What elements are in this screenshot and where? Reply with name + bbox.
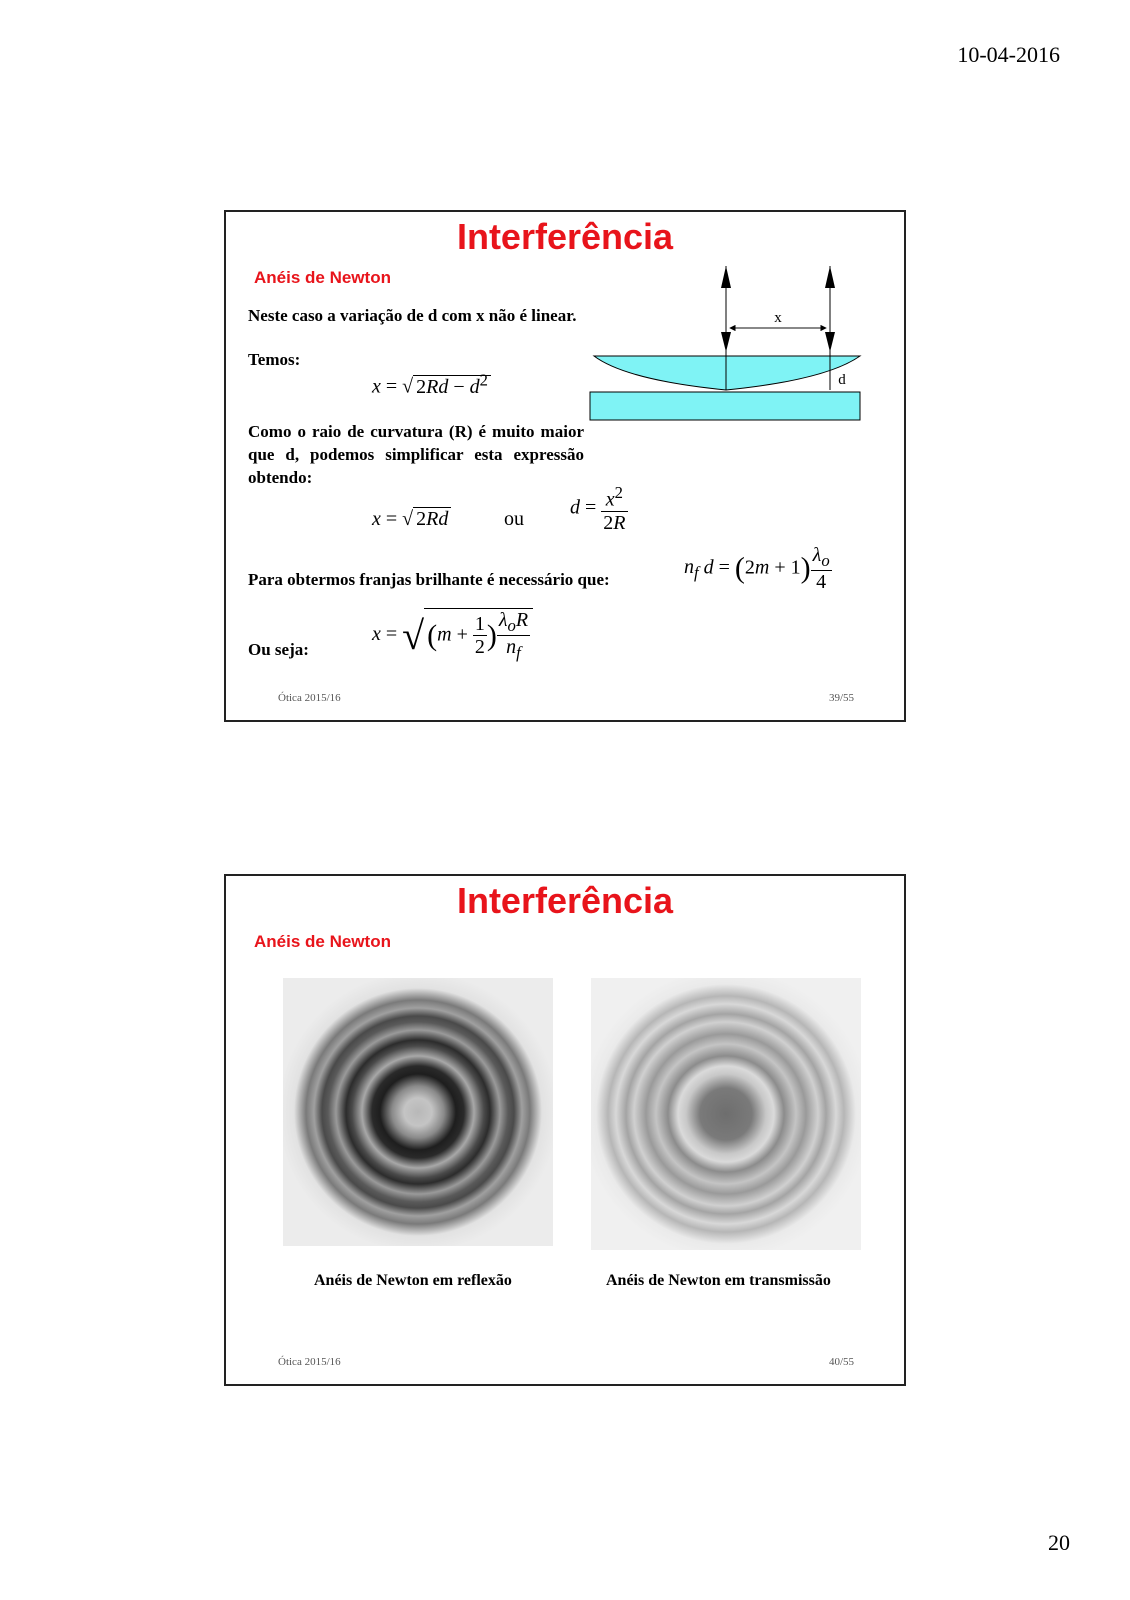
- lens: [594, 356, 860, 390]
- equation-x-approx: x = √ 2Rd: [372, 508, 451, 531]
- x-label: x: [774, 310, 782, 326]
- bright-fringe-text: Para obtermos franjas brilhante é necessário que:: [248, 570, 610, 589]
- footer-course: Ótica 2015/16: [278, 1356, 341, 1368]
- d-label: d: [838, 372, 846, 388]
- paragraph-approximation: Como o raio de curvatura (R) é muito maior que d, podemos simplificar esta expressão obtendo:: [248, 422, 584, 487]
- slide-39: [224, 210, 906, 722]
- slide-subtitle: Anéis de Newton: [254, 268, 391, 287]
- arrow-right-up: [825, 266, 835, 288]
- newton-rings-transmission-image: [591, 978, 861, 1250]
- slide-title: Interferência: [456, 880, 674, 921]
- newton-rings-reflection-image: [283, 978, 553, 1246]
- ou-seja-label: Ou seja:: [248, 640, 309, 659]
- slide-40: [224, 874, 906, 1386]
- equation-bright-condition: $n_f$ d = (2m + 1) $\frac{\lambda_o}{4}$: [684, 544, 830, 594]
- caption-reflection: Anéis de Newton em reflexão: [314, 1272, 512, 1289]
- slide-subtitle: Anéis de Newton: [254, 932, 391, 951]
- footer-slide-number: 39/55: [828, 692, 854, 704]
- lens-diagram: [586, 262, 866, 432]
- paragraph-nonlinear: Neste caso a variação de d com x não é linear.: [248, 306, 577, 325]
- equation-ring-radius: x = √ (m + $\frac{1}{2}$ ) $\frac{\lambda_oR}{n_f}$: [372, 608, 533, 663]
- caption-transmission: Anéis de Newton em transmissão: [606, 1272, 831, 1289]
- arrow-left-down: [721, 332, 731, 352]
- temos-label: Temos:: [248, 350, 301, 369]
- glass-plate: [590, 392, 860, 420]
- page-date: 10-04-2016: [957, 42, 1060, 67]
- arrow-left-up: [721, 266, 731, 288]
- ou-word: ou: [504, 508, 524, 530]
- arrow-right-down: [825, 332, 835, 352]
- footer-course: Ótica 2015/16: [278, 692, 341, 704]
- page-number: 20: [1048, 1530, 1070, 1555]
- slide-title: Interferência: [456, 216, 674, 257]
- equation-x-exact: x = √ $2Rd - d^2$: [372, 370, 491, 399]
- equation-d: d = $\frac{x^2}{2R}$: [570, 483, 626, 534]
- footer-slide-number: 40/55: [828, 1356, 854, 1368]
